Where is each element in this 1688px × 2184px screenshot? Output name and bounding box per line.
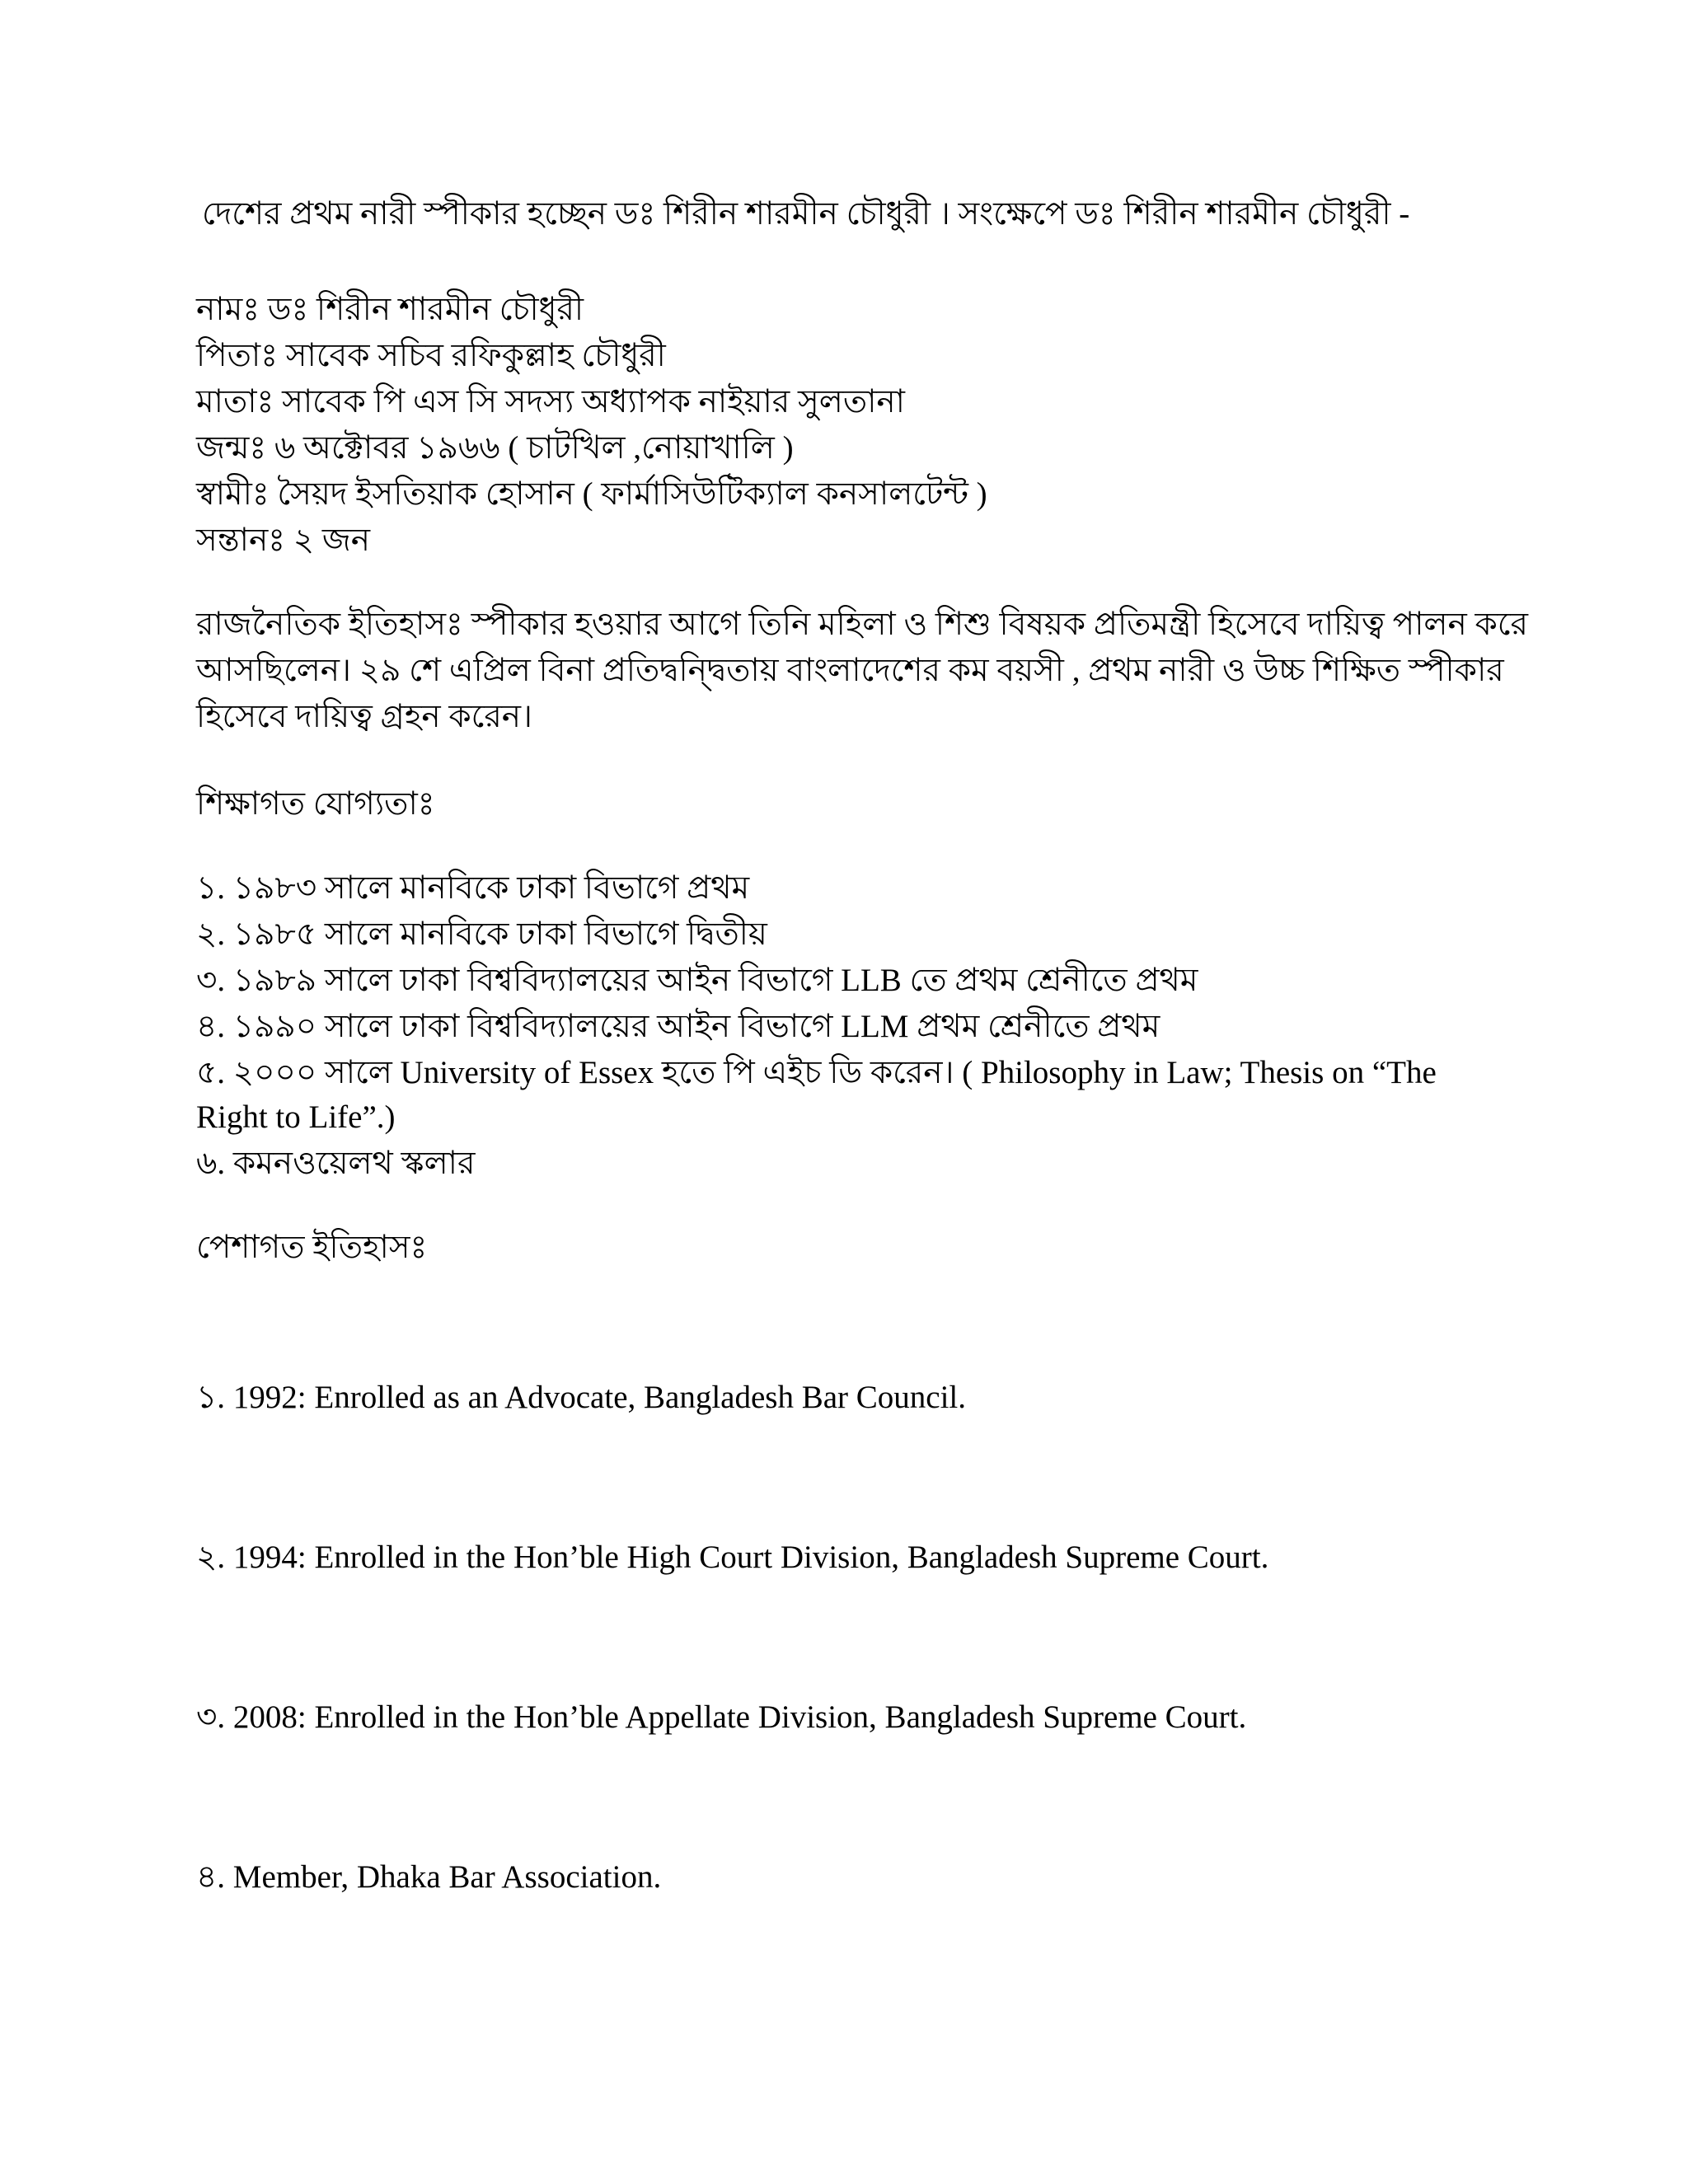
education-item-continuation: Right to Life”.) xyxy=(196,1099,396,1135)
education-heading: শিক্ষাগত যোগ্যতাঃ xyxy=(196,786,435,822)
education-item: ১. ১৯৮৩ সালে মানবিকে ঢাকা বিভাগে প্রথম xyxy=(196,870,750,906)
education-item: ৬. কমনওয়েলথ স্কলার xyxy=(196,1146,476,1181)
professional-item: ২. 1994: Enrolled in the Hon’ble High Court Division, Bangladesh Supreme Court. xyxy=(196,1540,1269,1575)
education-item: ২. ১৯৮৫ সালে মানবিকে ঢাকা বিভাগে দ্বিতীয় xyxy=(196,916,767,952)
education-item: ৪. ১৯৯০ সালে ঢাকা বিশ্ববিদ্যালয়ের আইন বিভাগে LLM প্রথম শ্রেনীতে প্রথম xyxy=(196,1009,1160,1044)
professional-item: ৩. 2008: Enrolled in the Hon’ble Appellate Division, Bangladesh Supreme Court. xyxy=(196,1699,1247,1735)
professional-item: ১. 1992: Enrolled as an Advocate, Bangladesh Bar Council. xyxy=(196,1380,967,1415)
professional-heading: পেশাগত ইতিহাসঃ xyxy=(196,1230,428,1265)
bio-birth: জন্মঃ ৬ অক্টোবর ১৯৬৬ ( চাটখিল ,নোয়াখালি ) xyxy=(196,430,794,466)
intro-paragraph: দেশের প্রথম নারী স্পীকার হচ্ছেন ডঃ শিরীন শারমীন চৌধুরী । সংক্ষেপে ডঃ শিরীন শারমীন চৌধুরী - xyxy=(202,196,1410,232)
bio-father: পিতাঃ সাবেক সচিব রফিকুল্লাহ চৌধুরী xyxy=(196,338,666,373)
bio-children: সন্তানঃ ২ জন xyxy=(196,523,371,558)
bio-mother: মাতাঃ সাবেক পি এস সি সদস্য অধ্যাপক নাইয়ার সুলতানা xyxy=(196,384,905,419)
bio-name: নামঃ ডঃ শিরীন শারমীন চৌধুরী xyxy=(196,292,584,327)
bio-husband: স্বামীঃ সৈয়দ ইসতিয়াক হোসান ( ফার্মাসিউটিক্যাল কনসালটেন্ট ) xyxy=(196,476,987,512)
political-history-line: হিসেবে দায়িত্ব গ্রহন করেন। xyxy=(196,699,532,734)
political-history-line: রাজনৈতিক ইতিহাসঃ স্পীকার হওয়ার আগে তিনি মহিলা ও শিশু বিষয়ক প্রতিমন্ত্রী হিসেবে দায়িত্ব পালন করে xyxy=(196,607,1528,642)
education-item: ৫. ২০০০ সালে University of Essex হতে পি এইচ ডি করেন। ( Philosophy in Law; Thesis on “The xyxy=(196,1055,1437,1090)
professional-item: ৪. Member, Dhaka Bar Association. xyxy=(196,1859,662,1895)
education-item: ৩. ১৯৮৯ সালে ঢাকা বিশ্ববিদ্যালয়ের আইন বিভাগে LLB তে প্রথম শ্রেনীতে প্রথম xyxy=(196,963,1198,998)
political-history-line: আসছিলেন। ২৯ শে এপ্রিল বিনা প্রতিদ্বন্দ্বিতায় বাংলাদেশের কম বয়সী , প্রথম নারী ও উচ্চ শিক্ষিত স্পীকার xyxy=(196,653,1504,688)
